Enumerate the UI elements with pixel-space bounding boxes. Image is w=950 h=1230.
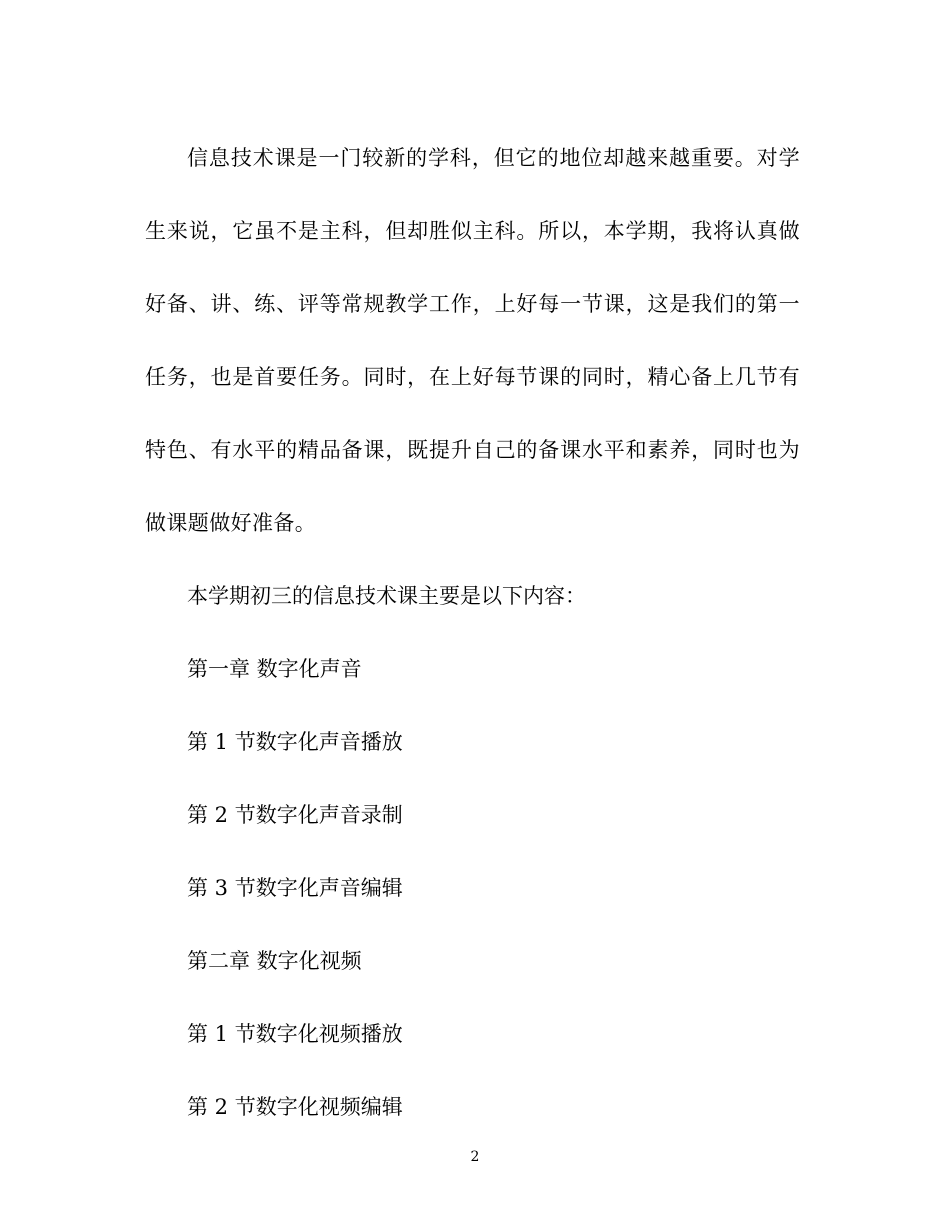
- chapter-1-section-2: 第 2 节数字化声音录制: [187, 803, 403, 827]
- document-body: [145, 122, 800, 1144]
- chapter-1-section-1: 第 1 节数字化声音播放: [187, 730, 403, 754]
- chapter-1-section-3: 第 3 节数字化声音编辑: [187, 876, 403, 900]
- content-intro-line: 本学期初三的信息技术课主要是以下内容：: [187, 584, 586, 608]
- intro-paragraph: 信息技术课是一门较新的学科，但它的地位却越来越重要。对学生来说，它虽不是主科，但却胜似主科。所以，本学期，我将认真做好备、讲、练、评等常规教学工作，上好每一节课，这是我们的第一任务，也是首要任务。同时，在上好每节课的同时，精心备上几节有特色、有水平的精品备课，既提升自己的备课水平和素养，同时也为做课题做好准备。: [145, 146, 800, 535]
- chapter-2-section-2: 第 2 节数字化视频编辑: [187, 1095, 403, 1119]
- chapter-2-section-1: 第 1 节数字化视频播放: [187, 1022, 403, 1046]
- chapter-2-heading: 第二章 数字化视频: [187, 949, 362, 973]
- chapter-1-heading: 第一章 数字化声音: [187, 657, 362, 681]
- page-number: 2: [470, 1149, 480, 1165]
